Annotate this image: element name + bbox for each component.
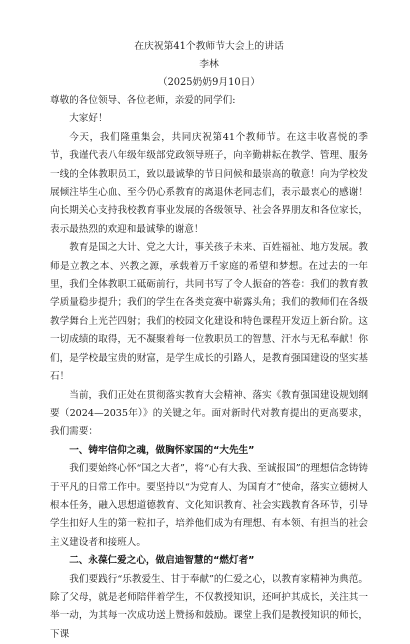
section-2-heading: 二、永葆仁爱之心，做启迪智慧的“燃灯者” bbox=[69, 555, 255, 567]
salutation: 尊敬的各位领导、各位老师，亲爱的同学们: bbox=[50, 95, 236, 106]
paragraph-1: 今天，我们隆重集会，共同庆祝第41个教师节。在这丰收喜悦的季节，我谨代表八年级年级部党政领导班子，向辛勤耕耘在教学、管理、服务一线的全体教职员工，致以最诚挚的节日问候和最崇高的敬意！向为学校发展倾注毕生心血、至今仍心系教育的离退休老同志们，表示最衷心的感谢！向长期关心支持我校教育事业发展的各级领导、社会各界朋友和各位家长，表示最热烈的欢迎和最诚挚的谢意！ bbox=[50, 131, 368, 235]
greeting: 大家好！ bbox=[69, 113, 108, 125]
paragraph-3: 当前，我们正处在贯彻落实教育大会精神、落实《教育强国建设规划纲要（2024—2035年）》的关键之年。面对新时代对教育提出的更高要求，我们需要： bbox=[50, 389, 368, 438]
section-1-heading: 一、铸牢信仰之魂，做胸怀家国的“大先生” bbox=[69, 444, 255, 456]
section-1-text: 我们要始终心怀“国之大者”，将“心有大我、至诚报国”的理想信念铸铸于平凡的日常工作中。要坚持以“为党育人、为国育才”使命，落实立德树人根本任务，融入思想道德教育、文化知识教育、社会实践教育各环节，引导学生扣好人生的第一粒扣子，培养他们成为有理想、有本领、有担当的社会主义建设者和接班人。 bbox=[50, 463, 368, 548]
speech-title: 在庆祝第41个教师节大会上的讲话 bbox=[134, 41, 284, 52]
section-2-text: 我们要践行“乐教爱生、甘于奉献”的仁爱之心，以教育家精神为典范。除了父母，就是老师陪伴着学生，不仅教授知识，还呵护其成长，关注其一举一动，为其每一次成功送上赞扬和鼓励。课堂上我们是教授知识的师长，下课 bbox=[50, 573, 368, 640]
speech-author: 李林 bbox=[199, 59, 219, 70]
speech-date: （2025奶奶9月10日） bbox=[157, 77, 261, 88]
paragraph-2: 教育是国之大计、党之大计，事关孩子未来、百姓福祉、地方发展。教师是立教之本、兴教之源，承载着万千家庭的希望和梦想。在过去的一年里，我们全体教职工砥砺前行，共同书写了令人振奋的答卷：我们的教育教学质量稳步提升；我们的学生在各类竞赛中崭露头角；我们的教师们在各级教学舞台上光芒四射；我们的校园文化建设和特色课程开发迈上新台阶。这一切成绩的取得，无不凝聚着每一位教职员工的智慧、汗水与无私奉献！你们，是学校最宝贵的财富，是学生成长的引路人，是教育强国建设的坚实基石！ bbox=[50, 242, 368, 383]
